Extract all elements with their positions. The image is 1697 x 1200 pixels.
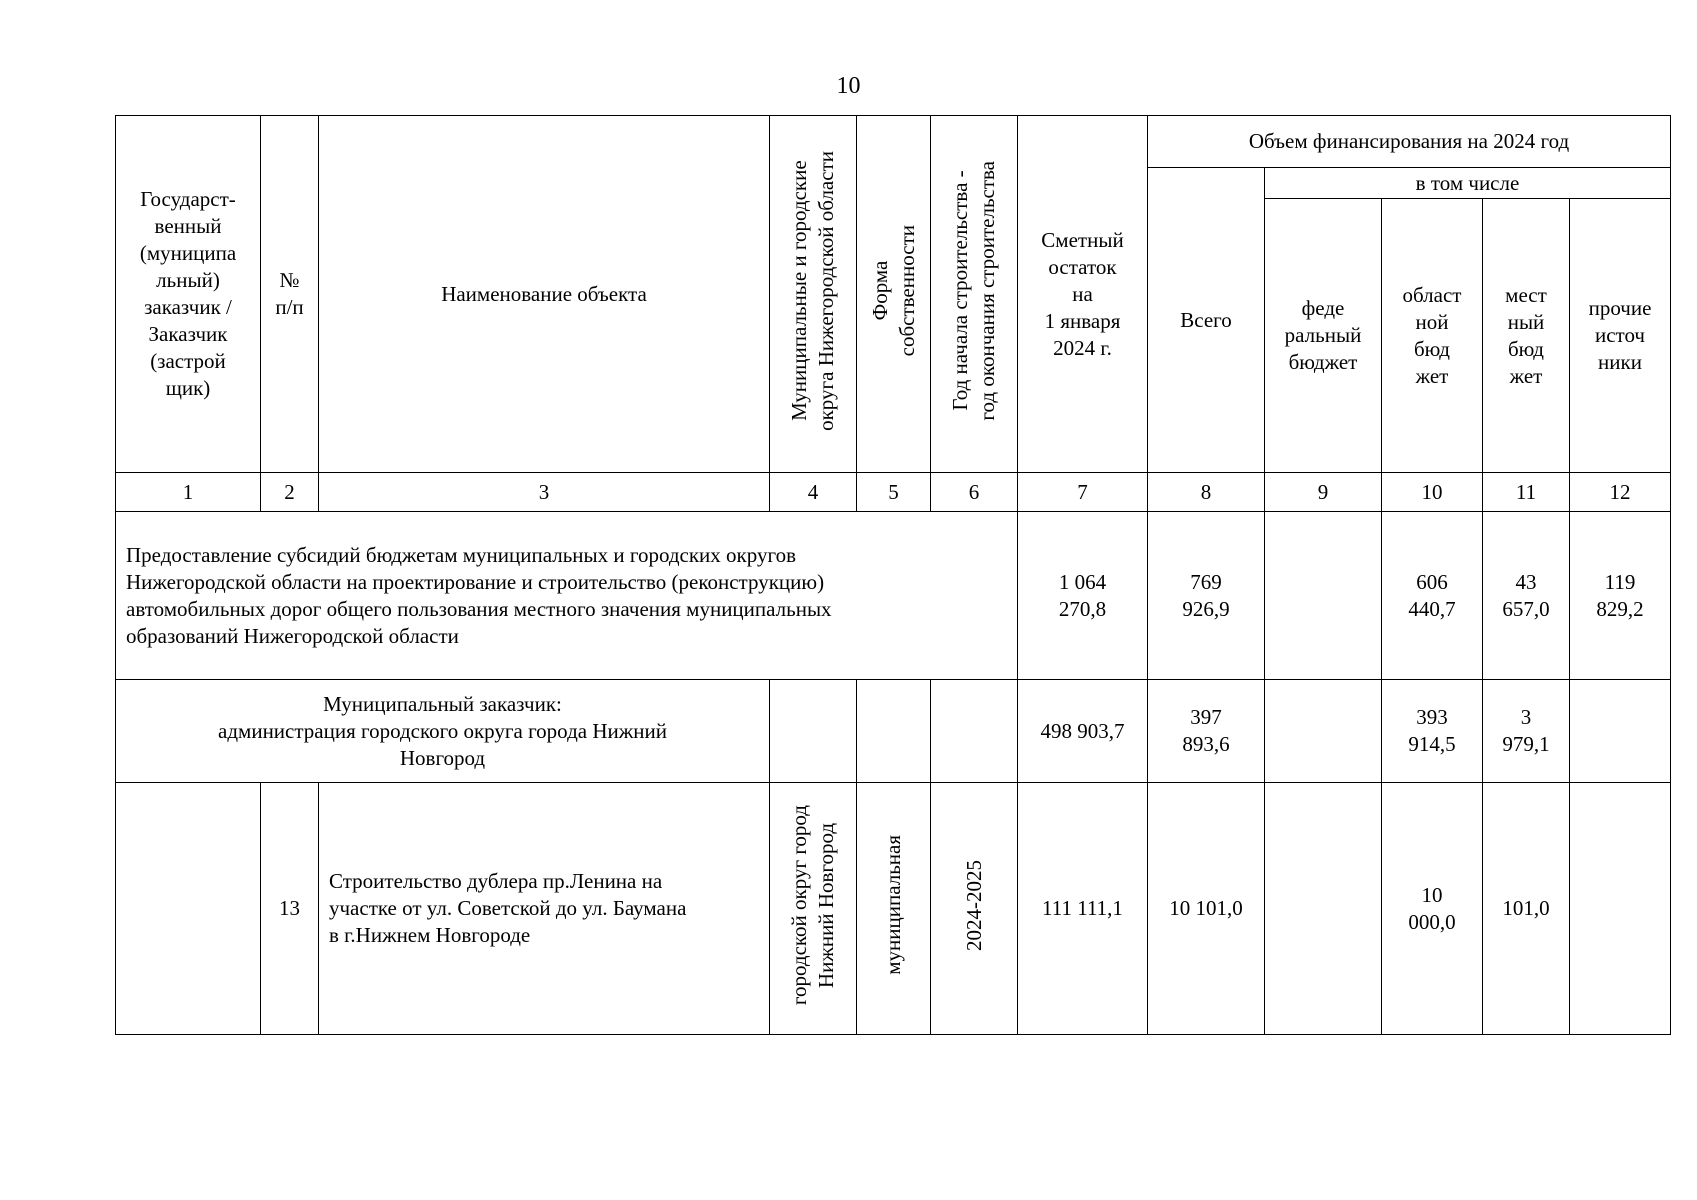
object-number: 13 [261, 783, 319, 1035]
header-municipality: Муниципальные и городские округа Нижегородской области [787, 150, 838, 431]
page-number: 10 [836, 73, 861, 99]
column-number: 3 [319, 473, 770, 512]
column-number: 7 [1018, 473, 1148, 512]
header-row-1 [116, 116, 1671, 168]
object-ownership: муниципальная [881, 835, 905, 975]
header-funding-volume: Объем финансирования на 2024 год [1148, 116, 1671, 168]
header-including: в том числе [1265, 168, 1671, 199]
customer-title: Муниципальный заказчик: администрация городского округа города Нижний Новгород [116, 680, 770, 783]
object-local: 101,0 [1483, 783, 1570, 1035]
column-number: 1 [116, 473, 261, 512]
header-ownership-cell [857, 116, 931, 473]
customer-other [1570, 680, 1671, 783]
column-number: 12 [1570, 473, 1671, 512]
customer-row [116, 680, 1671, 783]
table-row [116, 783, 1671, 1035]
object-customer [116, 783, 261, 1035]
customer-local: 3 979,1 [1483, 680, 1570, 783]
header-municipality-cell [770, 116, 857, 473]
header-years: Год начала строительства - год окончания строительства [948, 160, 999, 421]
column-number: 11 [1483, 473, 1570, 512]
object-municipality-cell [770, 783, 857, 1035]
column-number: 4 [770, 473, 857, 512]
section-estimate: 1 064 270,8 [1018, 512, 1148, 680]
column-number: 6 [931, 473, 1018, 512]
customer-ownership [857, 680, 931, 783]
object-total: 10 101,0 [1148, 783, 1265, 1035]
header-years-cell [931, 116, 1018, 473]
section-local: 43 657,0 [1483, 512, 1570, 680]
column-number: 9 [1265, 473, 1382, 512]
section-federal [1265, 512, 1382, 680]
customer-regional: 393 914,5 [1382, 680, 1483, 783]
section-title: Предоставление субсидий бюджетам муниципальных и городских округов Нижегородской области на проектирование и строительство (реконструкцию) автомобильных дорог общего пользования местного значения муниципальных образований Нижегородской области [116, 512, 1018, 680]
object-name: Строительство дублера пр.Ленина на участке от ул. Советской до ул. Баумана в г.Нижнем Новгороде [319, 783, 770, 1035]
header-ownership: Форма собственности [867, 224, 919, 357]
object-other [1570, 783, 1671, 1035]
object-federal [1265, 783, 1382, 1035]
section-total: 769 926,9 [1148, 512, 1265, 680]
header-number: № п/п [261, 116, 319, 473]
section-other: 119 829,2 [1570, 512, 1671, 680]
object-ownership-cell [857, 783, 931, 1035]
header-object-name: Наименование объекта [319, 116, 770, 473]
column-number: 5 [857, 473, 931, 512]
object-municipality: городской округ город Нижний Новгород [787, 804, 838, 1006]
column-numbers-row [116, 473, 1671, 512]
column-number: 2 [261, 473, 319, 512]
header-other: прочие источ ники [1570, 199, 1671, 473]
financing-table [115, 115, 1671, 1035]
customer-federal [1265, 680, 1382, 783]
column-number: 8 [1148, 473, 1265, 512]
section-row [116, 512, 1671, 680]
object-regional: 10 000,0 [1382, 783, 1483, 1035]
header-customer: Государст- венный (муниципа льный) заказчик / Заказчик (застрой щик) [116, 116, 261, 473]
header-total: Всего [1148, 168, 1265, 473]
header-estimate-balance: Сметный остаток на 1 января 2024 г. [1018, 116, 1148, 473]
column-number: 10 [1382, 473, 1483, 512]
header-regional: област ной бюд жет [1382, 199, 1483, 473]
header-local: мест ный бюд жет [1483, 199, 1570, 473]
header-federal: феде ральный бюджет [1265, 199, 1382, 473]
customer-estimate: 498 903,7 [1018, 680, 1148, 783]
object-years: 2024-2025 [961, 859, 986, 951]
customer-municipality [770, 680, 857, 783]
customer-total: 397 893,6 [1148, 680, 1265, 783]
object-years-cell [931, 783, 1018, 1035]
object-estimate: 111 111,1 [1018, 783, 1148, 1035]
section-regional: 606 440,7 [1382, 512, 1483, 680]
customer-years [931, 680, 1018, 783]
